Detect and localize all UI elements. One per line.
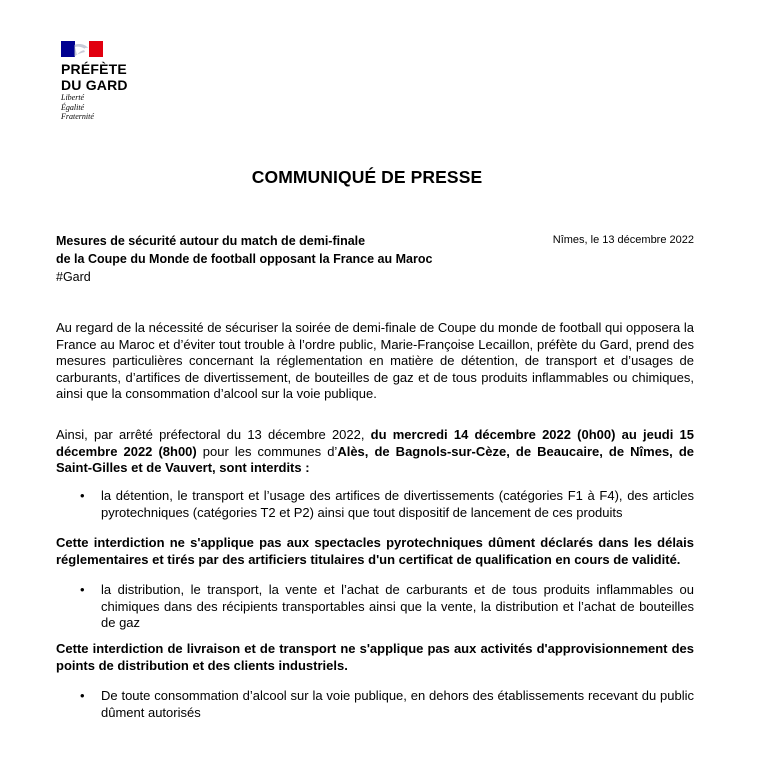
decree-paragraph: Ainsi, par arrêté préfectoral du 13 décembre 2022, du mercredi 14 décembre 2022 (0h00) au jeudi 15 décembre 2022 (8h00) pour les communes d’Alès, de Bagnols-sur-Cèze, de Beaucaire, de Nîmes, de Saint-Gilles et de Vauvert, sont interdits : xyxy=(56,427,695,475)
hashtag: #Gard xyxy=(56,270,91,284)
republic-motto: Liberté Égalité Fraternité xyxy=(61,93,94,121)
list-item: • De toute consommation d’alcool sur la voie publique, en dehors des établissements recevant du public dûment autorisés xyxy=(80,688,694,720)
exception-note: Cette interdiction de livraison et de transport ne s'applique pas aux activités d'approvisionnement des points de distribution et des clients industriels. xyxy=(56,641,694,673)
page-title: COMMUNIQUÉ DE PRESSE xyxy=(251,167,483,187)
bullet-icon: • xyxy=(80,688,85,703)
press-subject xyxy=(56,232,432,286)
prefecture-name: PRÉFÈTE DU GARD xyxy=(61,61,128,93)
bullet-icon: • xyxy=(80,488,85,503)
list-item: • la distribution, le transport, la vente et l’achat de carburants et de tous produits inflammables ou chimiques dans des récipients transportables ainsi que la vente, la distribution et l’achat de bouteilles de gaz xyxy=(80,582,694,630)
press-date: Nîmes, le 13 décembre 2022 xyxy=(552,234,694,246)
exception-note: Cette interdiction ne s'applique pas aux spectacles pyrotechniques dûment déclarés dans les délais réglementaires et tirés par des artificiers titulaires d'un certificat de qualification en cours de validité. xyxy=(56,535,694,567)
list-item: • la détention, le transport et l’usage des artifices de divertissements (catégories F1 à F4), des articles pyrotechniques (catégories T2 et P2) ainsi que tout dispositif de lancement de ces produits xyxy=(80,488,694,520)
subject-line: Mesures de sécurité autour du match de demi-finale xyxy=(56,234,366,248)
bullet-icon: • xyxy=(80,582,85,597)
subject-line: de la Coupe du Monde de football opposant la France au Maroc xyxy=(56,252,433,266)
intro-paragraph: Au regard de la nécessité de sécuriser la soirée de demi-finale de Coupe du monde de football qui opposera la France au Maroc et d’éviter tout trouble à l’ordre public, Marie-Françoise Lecaillon, préfète du Gard, prend des mesures particulières concernant la réglementation en matière de détention, de transport et d’usages de carburants, d’artifices de divertissement, de bouteilles de gaz et de tous produits inflammables ou chimiques, ainsi que la consommation d’alcool sur la voie publique. xyxy=(56,320,694,401)
marianne-logo-icon xyxy=(61,41,103,57)
